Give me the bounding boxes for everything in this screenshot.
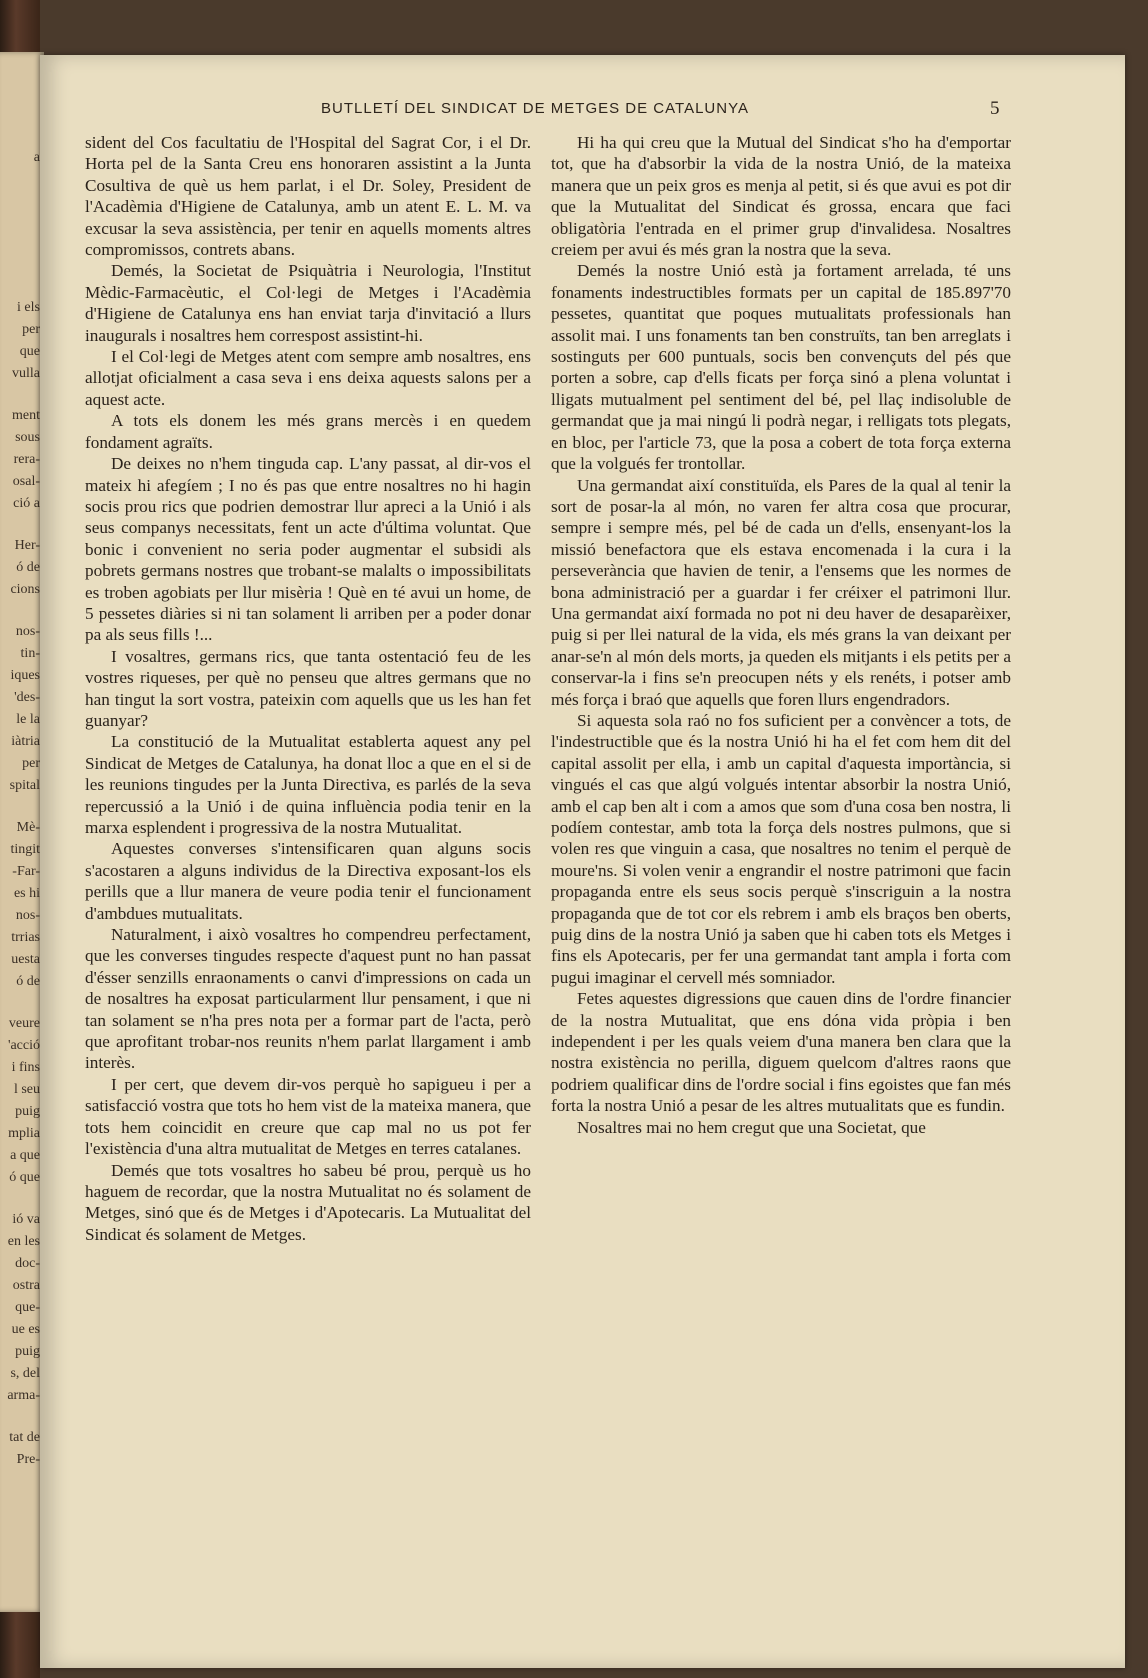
previous-page-fragment: ó que: [9, 1170, 40, 1185]
previous-page-fragment: le la: [16, 712, 40, 727]
paragraph: Si aquesta sola raó no fos suficient per a convèncer a tots, de l'indestructible que és la nostra Unió hi ha el fet com hem dit del capital assolit per ella, i amb un capital d'aquesta importància, si vingués el cas que algú volgués intentar absorbir la nostra Unió, amb el cap ben alt i com a amos que som d'una cosa ben nostra, li podíem contestar, amb tota la força dels nostres pulmons, que si volen res que vinguin a casa, que nosaltres no tenim el perquè de moure'ns. Si volen venir a engrandir el nostre patrimoni que facin propaganda entre els seus socis perquè s'inscriguin a la nostra propaganda que de tot cor els rebrem i amb els braços ben oberts, puig dins de la nostra Unió ja saben que hi caben tots els Metges i fins els Apotecaris, per fer una germandat tant ampla i forta com pugui imaginar el cervell més somniador.: [551, 710, 1011, 987]
previous-page-fragment: l seu: [13, 1082, 40, 1097]
previous-page-fragment: ment: [12, 408, 40, 423]
paragraph: I per cert, que devem dir-vos perquè ho sapigueu i per a satisfacció vostra que tots ho hem vist de la mateixa manera, que tots hem coincidit en creure que cap mal no us pot fer l'existència d'una altra mutualitat de Metges en terres catalanes.: [85, 1074, 531, 1159]
previous-page-fragment: ostra: [12, 1278, 40, 1293]
previous-page-fragment: ó de: [16, 560, 40, 575]
previous-page-fragment: osal-: [12, 474, 40, 489]
previous-page-fragment: arma-: [7, 1388, 40, 1403]
previous-page-fragment: Mè-: [16, 820, 40, 835]
previous-page-fragment: que: [19, 344, 40, 359]
previous-page-fragment: cions: [10, 582, 40, 597]
previous-page-fragment: que-: [15, 1300, 40, 1315]
previous-page-fragment: nos-: [15, 908, 40, 923]
paragraph: La constitució de la Mutualitat establerta aquest any pel Sindicat de Metges de Catalunya, ha donat lloc a que en el si de les reunions tingudes per la Junta Directiva, es parlés de la seva repercussió a la Unió i de quina influència podia tenir en la marxa esplendent i progressiva de la nostra Mutualitat.: [85, 732, 531, 837]
previous-page-fragment: ó de: [16, 974, 40, 989]
previous-page-fragment: spital: [9, 778, 40, 793]
previous-page-fragment: puig: [15, 1344, 40, 1359]
previous-page-fragment: uesta: [11, 952, 40, 967]
previous-page-fragment: ió va: [12, 1212, 40, 1227]
previous-page-fragment: tat de: [9, 1430, 40, 1445]
previous-page-fragment: mplia: [8, 1126, 40, 1141]
previous-page-fragment: es hi: [13, 886, 40, 901]
previous-page-fragment: puig: [15, 1104, 40, 1119]
paragraph: Hi ha qui creu que la Mutual del Sindicat s'ho ha d'emportar tot, que ha d'absorbir la vida de la nostra Unió, de la mateixa manera que un peix gros es menja al petit, si és que avui es pot dir que la Mutualitat del Sindicat és grossa, encara que faci obligatòria l'entrada en el primer grup d'invalidesa. Nosaltres creiem per avui és més gran la nostra que la seva.: [551, 133, 1011, 260]
previous-page-fragment: nos-: [15, 624, 40, 639]
paragraph: Una germandat així constituïda, els Pares de la qual al tenir la sort de posar-la al món, no varen fer altra cosa que procurar, sempre i sempre més, pel bé de cada un d'ells, ensenyant-los la missió benefactora que els estava encomenada i la cura i la perseverància que havien de tenir, a l'ensems que les normes de bona administració per a guardar i fer créixer el patrimoni llur. Una germandat així formada no pot ni deu haver de desaparèixer, puig si per llei natural de la vida, els més grans la van deixant per anar-se'n al món dels morts, ja queden els mitjants i els petits per a conservar-la i fins se'n preocupen néts y els renéts, i potser amb més força i braó que aquells que foren llurs engendradors.: [551, 475, 1011, 709]
previous-page-fragment: sous: [15, 430, 40, 445]
previous-page-fragment: s, del: [10, 1366, 40, 1381]
previous-page-fragment: tingit: [10, 842, 40, 857]
paragraph: Demés, la Societat de Psiquàtria i Neurologia, l'Institut Mèdic-Farmacèutic, el Col·legi de Metges i l'Acadèmia d'Higiene de Catalunya ens han enviat tarja d'invitació a llurs inaugurals i nosaltres hem correspost assistint-hi.: [85, 261, 531, 345]
paragraph: Aquestes converses s'intensificaren quan alguns socis s'acostaren a alguns individus de la Directiva exposant-los els perills que a llur manera de veure podia tenir el funcionament d'ambdues mutualitats.: [85, 839, 531, 923]
paragraph: De deixes no n'hem tinguda cap. L'any passat, al dir-vos el mateix hi afegíem ; I no és pas que entre nosaltres no hi hagin socis prou rics que podrien demostrar llur apreci a la Unió i als seus companys necessitats, fent un acte d'última voluntat. Que bonic i convenient no seria poder augmentar el subsidi als pobrets germans nostres que trobant-se malalts o impossibilitats es troben agobiats per llur misèria ! Què en té avui un home, de 5 pessetes diàries si ni tan solament li arriben per a poder donar pa als seus fills !...: [85, 454, 531, 645]
previous-page-fragment: -Far-: [12, 864, 40, 879]
previous-page-fragment: 'des-: [14, 690, 40, 705]
paragraph: Fetes aquestes digressions que cauen dins de l'ordre financier de la nostra Mutualitat, que ens dóna vida pròpia i ben independent i per les quals veiem d'una manera ben clara que la nostra existència no perilla, diguem quelcom d'altres raons que podriem qualificar dins de l'ordre social i fins egoistes que fan més forta la nostra Unió a pesar de les altres mutualitats que es fundin.: [551, 989, 1011, 1116]
page-number: 5: [990, 98, 1000, 119]
previous-page-fragment: trrias: [11, 930, 40, 945]
paragraph: Demés la nostre Unió està ja fortament arrelada, té uns fonaments indestructibles formats per un capital de 185.897'70 pessetes, quantitat que poques mutualitats professionals han assolit mai. I uns fonaments tan ben construïts, tan ben arreglats i sostinguts per 600 puntuals, socis ben convençuts del pés que porten a sobre, cap d'ells ficats per força sinó a plena voluntat i lligats mutualment pel sentiment del bé, pel llaç indisoluble de germandat que ja mai ningú li podrà negar, i relligats tots plegats, en bloc, per l'article 73, que la posa a cobert de tota força externa que la volgués fer trontollar.: [551, 261, 1011, 474]
paragraph: sident del Cos facultatiu de l'Hospital del Sagrat Cor, i el Dr. Horta pel de la Santa Creu ens honoraren assistint a la Junta Cosultiva de què us hem parlat, i el Dr. Soley, President de l'Acadèmia d'Higiene de Catalunya, amb un atent E. L. M. va excusar la seva assistència, per tenir en aquells moments altres compromissos, contrets abans.: [85, 133, 531, 260]
previous-page-fragment: 'acció: [7, 1038, 40, 1053]
paragraph: A tots els donem les més grans mercès i en quedem fondament agraïts.: [85, 411, 531, 452]
paragraph: I vosaltres, germans rics, que tanta ostentació feu de les vostres riqueses, per què no penseu que altres germans que no han tingut la sort vostra, pateixin com aquells que us les han fet guanyar?: [85, 646, 531, 730]
previous-page-fragment: i fins: [11, 1060, 40, 1075]
previous-page-fragment: Pre-: [16, 1452, 40, 1467]
previous-page-fragment: vulla: [12, 366, 40, 381]
previous-page-fragment: rera-: [13, 452, 40, 467]
previous-page-fragment: ue es: [11, 1322, 40, 1337]
previous-page-fragment: a que: [10, 1148, 40, 1163]
previous-page-fragment: iques: [10, 668, 40, 683]
previous-page-fragment: veure: [8, 1016, 40, 1031]
paragraph: Naturalment, i això vosaltres ho compendreu perfectament, que les converses tingudes respecte d'aquest punt no han passat d'ésser senzills enraonaments o canvi d'impressions on cada un de nosaltres ha exposat particularment llur pensament, i que ni tan solament se n'ha pres nota per a formar part de l'acta, però que aprofitant trobar-nos reunits n'hem parlat llargament i amb interès.: [85, 925, 531, 1073]
right-column: [551, 132, 1011, 1138]
previous-page-fragment: Her-: [14, 538, 40, 553]
paragraph: Demés que tots vosaltres ho sabeu bé prou, perquè us ho haguem de recordar, que la nostra Mutualitat no és solament de Metges, sinó que és de Metges i d'Apotecaris. La Mutualitat del Sindicat és solament de Metges.: [85, 1160, 531, 1244]
left-column: [85, 132, 531, 1245]
previous-page-fragment: i els: [17, 300, 40, 315]
previous-page-fragment: per: [22, 756, 40, 771]
previous-page-fragment: en les: [7, 1234, 40, 1249]
previous-page-fragment: doc-: [15, 1256, 40, 1271]
previous-page-fragment: per: [22, 322, 40, 337]
previous-page-fragment: a: [33, 150, 40, 165]
running-header: BUTLLETÍ DEL SINDICAT DE METGES DE CATALUNYA: [321, 100, 749, 117]
previous-page-fragment: iàtria: [11, 734, 40, 749]
paragraph: Nosaltres mai no hem cregut que una Societat, que: [577, 1117, 926, 1137]
paragraph: I el Col·legi de Metges atent com sempre amb nosaltres, ens allotjat oficialment a casa seva i ens deixa aquests salons per a aquest acte.: [85, 347, 531, 409]
previous-page-fragment: tin-: [20, 646, 40, 661]
previous-page-fragment: ció a: [13, 496, 40, 511]
previous-page-edge: [0, 52, 44, 1612]
